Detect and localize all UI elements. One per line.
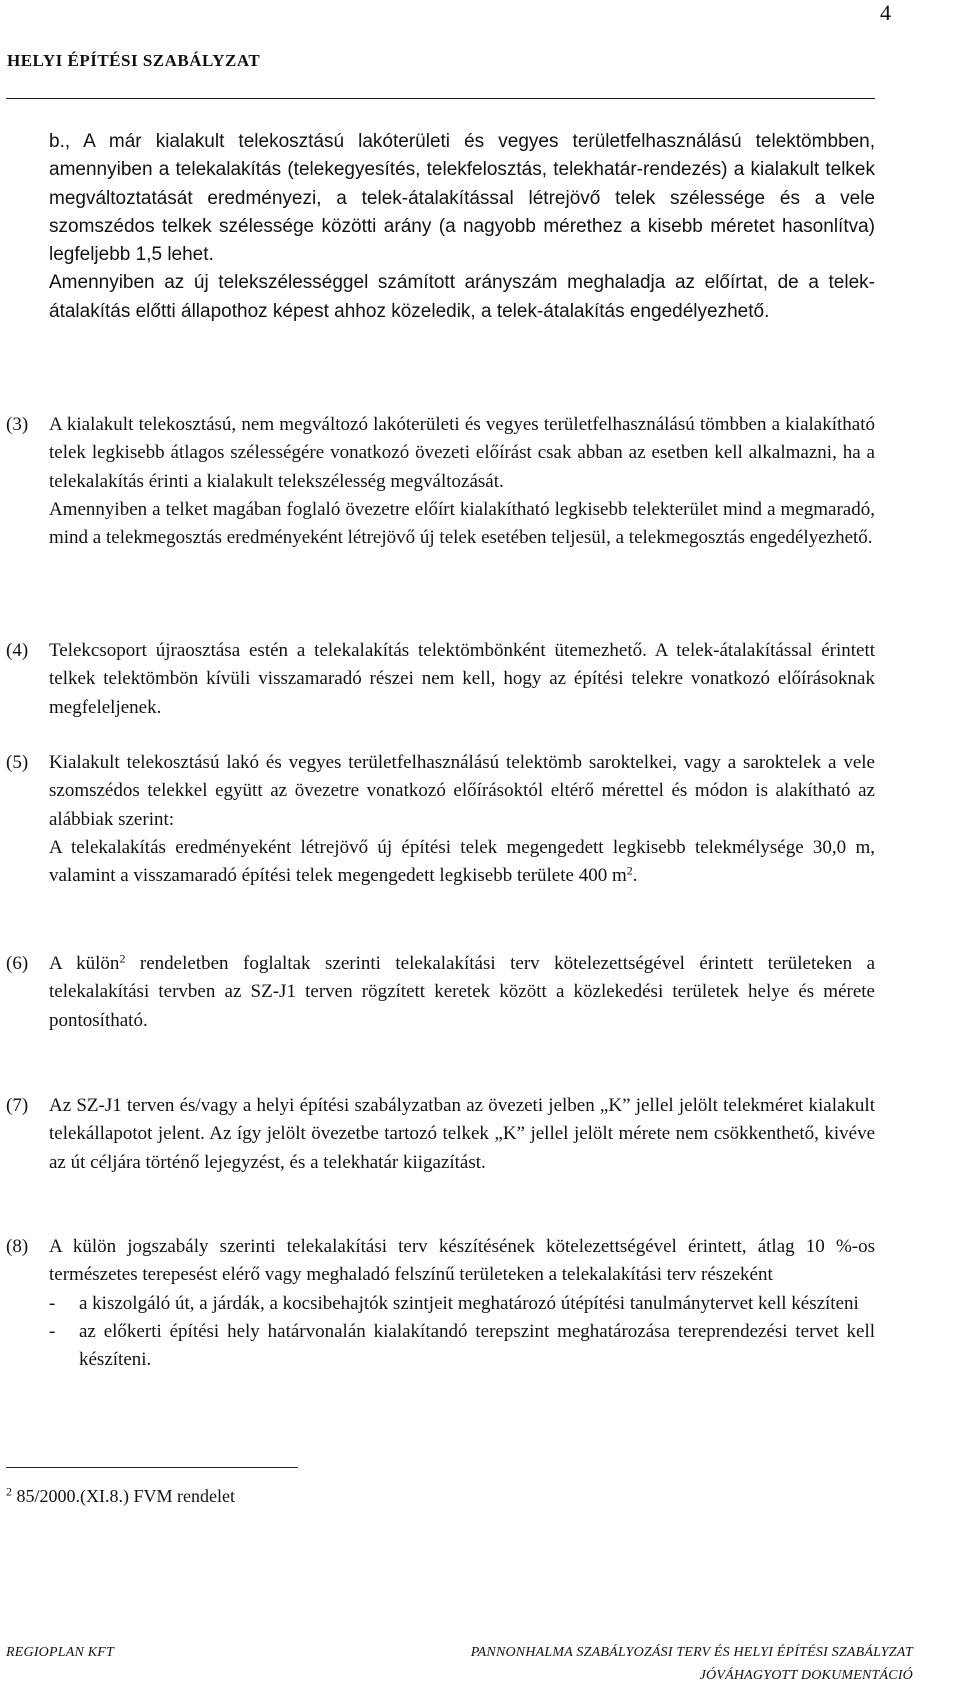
section-5-superscript: 2 xyxy=(626,863,633,878)
section-8 xyxy=(49,1233,875,1374)
footnote-mark: 2 xyxy=(6,1484,12,1499)
section-6-text-b: rendeletben foglaltak szerinti telekalakítási terv kötelezettségével érintett területeken a telekalakítási tervben az SZ-J1 terven rögzített keretek között a közlekedési területek helye és mérete pontosítható. xyxy=(49,953,875,1031)
footer-right-line-2: JÓVÁHAGYOTT DOKUMENTÁCIÓ xyxy=(699,1668,913,1683)
footer-left: REGIOPLAN KFT xyxy=(6,1645,114,1660)
footer-right-line-1: PANNONHALMA SZABÁLYOZÁSI TERV ÉS HELYI ÉPÍTÉSI SZABÁLYZAT xyxy=(470,1645,913,1660)
bullet-text: a kiszolgáló út, a járdák, a kocsibehajtók szintjeit meghatározó útépítési tanulmánytervet kell készíteni xyxy=(79,1292,859,1314)
section-3 xyxy=(49,411,875,552)
section-5-final-text: A telekalakítás eredményeként létrejövő új építési telek megengedett legkisebb telekmélysége 30,0 m, valamint a visszamaradó építési telek megengedett legkisebb területe 400 m xyxy=(49,836,875,887)
footnote xyxy=(6,1486,235,1507)
bullet-text: az előkerti építési hely határvonalán kialakítandó terepszint meghatározása tereprendezési tervet kell készíteni. xyxy=(79,1320,875,1371)
header-title: HELYI ÉPÍTÉSI SZABÁLYZAT xyxy=(7,51,261,70)
section-7 xyxy=(49,1092,875,1177)
section-4-label: (4) xyxy=(6,640,29,661)
bullet-dash: - xyxy=(49,1292,56,1314)
section-5-paragraph-2 xyxy=(49,834,875,891)
item-b-text-1: , A már kialakult telekosztású lakóterületi és vegyes területfelhasználású telektömbben, amennyiben a telekalakítás (telekegyesítés, telekfelosztás, telekhatár-rendezés) a kialakult telkek megváltoztatását eredményezi, a telek-átalakítással létrejövő telek szélessége és a vele szomszédos telkek szélessége közötti arány (a nagyobb mérethez a kisebb méretet hasonlítva) legfeljebb 1,5 lehet. xyxy=(49,131,875,266)
page-number: 4 xyxy=(880,0,891,25)
item-b-paragraph-2: Amennyiben az új telekszélességgel számított arányszám meghaladja az előírtat, de a telek-átalakítás előtti állapothoz képest ahhoz közeledik, a telek-átalakítás engedélyezhető. xyxy=(49,272,875,322)
item-b xyxy=(49,128,875,326)
section-3-label: (3) xyxy=(6,414,29,435)
section-7-label: (7) xyxy=(6,1095,29,1116)
section-5 xyxy=(49,749,875,890)
section-3-paragraph-2: Amennyiben a telket magában foglaló övezetre előírt kialakítható legkisebb telekterület mind a megmaradó, mind a telekmegosztás eredményeként létrejövő új telek esetében teljesül, a telekmegosztás engedélyezhető. xyxy=(49,498,875,549)
section-5-label: (5) xyxy=(6,752,29,773)
section-5-paragraph-1: Kialakult telekosztású lakó és vegyes területfelhasználású telektömb saroktelkei, vagy a saroktelek a vele szomszédos telekkel együtt az övezetre vonatkozó előírásoktól eltérő mérettel és módon is alakítható az alábbiak szerint: xyxy=(49,752,875,830)
section-4 xyxy=(49,637,875,722)
section-8-paragraph-1: A külön jogszabály szerinti telekalakítási terv készítésének kötelezettségével érintett, átlag 10 %-os természetes terepesést elérő vagy meghaladó felszínű területeken a telekalakítási terv részeként xyxy=(49,1236,875,1286)
list-item xyxy=(49,1290,875,1318)
section-6 xyxy=(49,950,875,1035)
footnote-text: 85/2000.(XI.8.) FVM rendelet xyxy=(12,1486,235,1506)
section-6-paragraph-1 xyxy=(49,950,875,1035)
bullet-dash: - xyxy=(49,1320,56,1342)
footnote-reference: 2 xyxy=(119,951,126,966)
header-rule xyxy=(6,98,875,99)
section-7-paragraph-1: Az SZ-J1 terven és/vagy a helyi építési szabályzatban az övezeti jelben „K” jellel jelölt telekméret kialakult telekállapotot jelent. Az így jelölt övezetbe tartozó telkek „K” jellel jelölt mérete nem csökkenthető, kivéve az út céljára történő lejegyzést, és a telekhatár kiigazítást. xyxy=(49,1095,875,1173)
item-b-label: b. xyxy=(49,131,65,152)
section-8-label: (8) xyxy=(6,1236,29,1257)
item-b-paragraph-1 xyxy=(49,128,875,269)
list-item xyxy=(49,1318,875,1375)
section-3-paragraph-1: A kialakult telekosztású, nem megváltozó lakóterületi és vegyes területfelhasználású tömbben a kialakítható telek legkisebb átlagos szélességére vonatkozó övezeti előírást csak abban az esetben kell alkalmazni, ha a telekalakítás érinti a kialakult telekszélesség megváltozását. xyxy=(49,414,875,492)
section-8-bullet-list xyxy=(49,1290,875,1375)
footnote-rule xyxy=(6,1467,298,1468)
section-6-label: (6) xyxy=(6,953,29,974)
section-6-text-a: A külön xyxy=(49,953,120,974)
section-5-final-end: . xyxy=(632,865,638,887)
section-4-paragraph-1: Telekcsoport újraosztása estén a telekalakítás telektömbönként ütemezhető. A telek-átalakítással érintett telkek telektömbön kívüli visszamaradó részei nem kell, hogy az építési telekre vonatkozó előírásoknak megfeleljenek. xyxy=(49,640,875,718)
